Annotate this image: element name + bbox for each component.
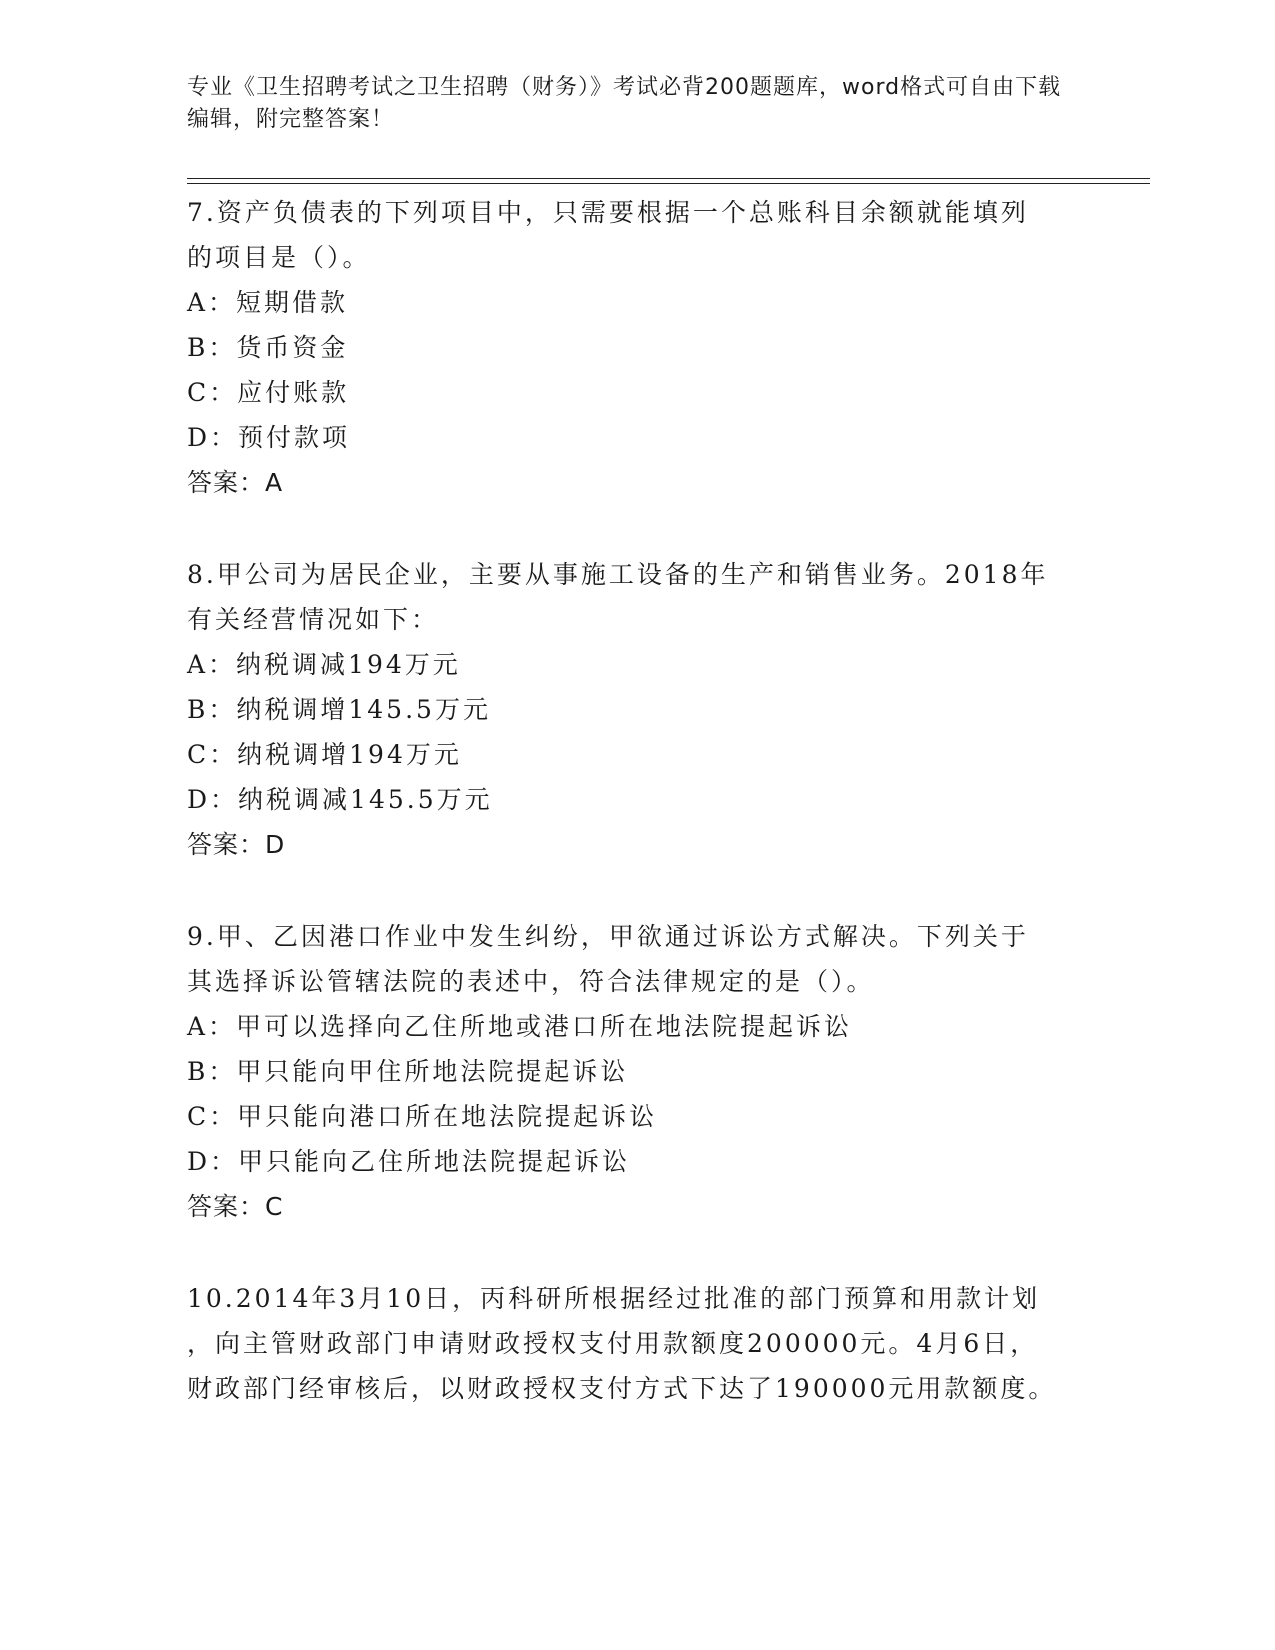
answer: 答案：D [187, 830, 286, 859]
answer: 答案：C [187, 1192, 284, 1221]
question-line: 财政部门经审核后，以财政授权支付方式下达了190000元用款额度。 [187, 1374, 1057, 1403]
option-d: D：甲只能向乙住所地法院提起诉讼 [187, 1147, 631, 1176]
question-7 [187, 190, 1087, 505]
question-8 [187, 552, 1087, 867]
question-line: 8.甲公司为居民企业，主要从事施工设备的生产和销售业务。2018年 [187, 560, 1049, 589]
option-b: B：纳税调增145.5万元 [187, 695, 491, 724]
question-10 [187, 1276, 1087, 1411]
option-a: A：甲可以选择向乙住所地或港口所在地法院提起诉讼 [187, 1012, 853, 1041]
option-b: B：货币资金 [187, 333, 349, 362]
question-line: 其选择诉讼管辖法院的表述中，符合法律规定的是（）。 [187, 967, 875, 996]
question-line: ，向主管财政部门申请财政授权支付用款额度200000元。4月6日， [187, 1329, 1039, 1358]
document-header: 专业《卫生招聘考试之卫生招聘（财务）》考试必背200题题库，word格式可自由下载编辑，附完整答案！ [187, 75, 1062, 132]
question-line: 9.甲、乙因港口作业中发生纠纷，甲欲通过诉讼方式解决。下列关于 [187, 922, 1029, 951]
question-line: 的项目是（）。 [187, 243, 371, 272]
option-c: C：应付账款 [187, 378, 350, 407]
option-b: B：甲只能向甲住所地法院提起诉讼 [187, 1057, 629, 1086]
question-line: 7.资产负债表的下列项目中，只需要根据一个总账科目余额就能填列 [187, 198, 1029, 227]
option-a: A：纳税调减194万元 [187, 650, 461, 679]
header-rule-bottom [187, 183, 1150, 184]
answer: 答案：A [187, 468, 284, 497]
option-a: A：短期借款 [187, 288, 349, 317]
option-c: C：甲只能向港口所在地法院提起诉讼 [187, 1102, 658, 1131]
question-line: 有关经营情况如下： [187, 605, 440, 634]
option-d: D：纳税调减145.5万元 [187, 785, 493, 814]
option-d: D：预付款项 [187, 423, 351, 452]
header-rule-top [187, 178, 1150, 179]
option-c: C：纳税调增194万元 [187, 740, 462, 769]
question-list [187, 190, 1087, 1411]
question-line: 10.2014年3月10日，丙科研所根据经过批准的部门预算和用款计划 [187, 1284, 1041, 1313]
question-9 [187, 914, 1087, 1229]
